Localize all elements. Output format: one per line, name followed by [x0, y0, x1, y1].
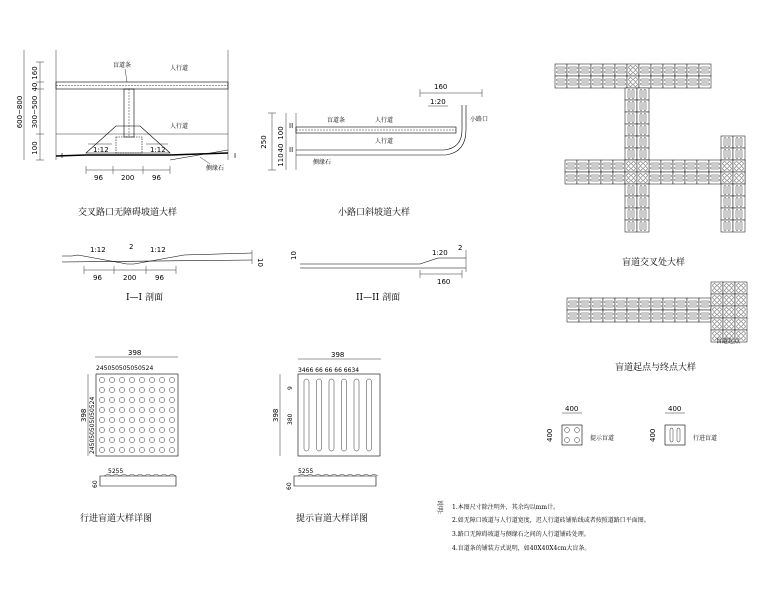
tile-cell: [625, 88, 637, 100]
tile-cell: [697, 160, 709, 172]
small-tile-width-2: 400: [668, 405, 682, 413]
tile-cell: [567, 64, 579, 76]
tile-dot: [129, 397, 134, 402]
tile-cell: [675, 64, 687, 76]
dim-bottom-96a: 96: [94, 174, 103, 182]
tile-dot: [99, 397, 104, 402]
tile-cell: [577, 172, 589, 184]
tile-cell: [699, 298, 711, 310]
crossing-detail: [555, 64, 745, 232]
tile-dot: [129, 407, 134, 412]
tile-dot: [169, 427, 174, 432]
tile-cell: [603, 76, 615, 88]
dim-110: 110: [277, 153, 285, 167]
tile-dot: [119, 387, 124, 392]
tile-dot: [119, 377, 124, 382]
tile-cell: [651, 64, 663, 76]
tile-dot: [159, 437, 164, 442]
tile-dot: [99, 387, 104, 392]
tile-cell: [685, 160, 697, 172]
tile-dot: [139, 447, 144, 452]
tile-walk-height: 398: [80, 408, 88, 422]
section-mark-left: I: [61, 152, 64, 160]
tile-cell: [733, 196, 745, 208]
tile-cell: [735, 318, 747, 330]
tile-cell: [709, 172, 721, 184]
dim-40: 40: [31, 82, 39, 92]
section-mark-right: I: [234, 152, 237, 160]
tile-cell: [579, 298, 591, 310]
tile-bar: [329, 379, 334, 451]
title-intersection: 交叉路口无障碍坡道大样: [78, 208, 178, 218]
tile-cell: [639, 64, 651, 76]
tile-cell: [591, 298, 603, 310]
tile-cell: [567, 76, 579, 88]
tile-cell: [711, 294, 723, 306]
tile-dot: [129, 417, 134, 422]
tile-cell: [637, 88, 649, 100]
notes: [436, 500, 650, 552]
tile-cell: [685, 172, 697, 184]
dim-40b: 40: [277, 143, 285, 153]
tile-cell: [639, 76, 651, 88]
tile-walk-width: 398: [128, 349, 142, 357]
tile-dot: [169, 447, 174, 452]
tile-dot: [159, 427, 164, 432]
title-start-end: 盲道起点与终点大样: [615, 363, 697, 373]
tile-cell: [615, 64, 627, 76]
tile-warn-width: 398: [331, 351, 345, 359]
tile-cell: [625, 124, 637, 136]
tile-bar: [354, 379, 359, 451]
tile-dot: [109, 437, 114, 442]
tile-dot: [99, 407, 104, 412]
tile-cell: [699, 76, 711, 88]
s1-slope-right: 1:12: [150, 246, 166, 254]
tile-walk-spacing: 245050505050524: [96, 365, 154, 372]
tile-cell: [579, 76, 591, 88]
tile-dot: [109, 397, 114, 402]
tile-cell: [649, 172, 661, 184]
tile-warn-height-top: 9: [287, 386, 294, 390]
tile-cell: [555, 64, 567, 76]
title-tile-walking: 行进盲道大样详图: [80, 514, 153, 524]
label-sidewalk-mid-2: 人行道: [375, 138, 394, 145]
tile-cell: [733, 172, 745, 184]
tile-cell: [579, 64, 591, 76]
s1-slope-left: 1:12: [90, 246, 106, 254]
tile-cell: [567, 310, 579, 322]
tile-dot: [129, 387, 134, 392]
tile-cell: [625, 112, 637, 124]
label-start-point: 盲道起点: [716, 338, 741, 345]
dim-250: 250: [260, 135, 268, 149]
tile-cell: [613, 172, 625, 184]
tile-dot: [159, 397, 164, 402]
tile-cell: [699, 64, 711, 76]
tile-cell: [733, 136, 745, 148]
tile-cell: [711, 306, 723, 318]
label-blind-road-2: 盲道条: [327, 117, 346, 124]
tile-cell: [565, 172, 577, 184]
small-tiles: [546, 405, 717, 445]
tile-cell: [577, 160, 589, 172]
tile-cell: [589, 160, 601, 172]
tile-cell: [735, 282, 747, 294]
tile-cell: [651, 76, 663, 88]
tile-bar: [304, 379, 309, 451]
tile-cell: [591, 310, 603, 322]
tile-dot: [129, 437, 134, 442]
intersection-ramp-plan: [16, 50, 236, 218]
tile-cell: [637, 124, 649, 136]
tile-cell: [663, 64, 675, 76]
tile-dot: [129, 377, 134, 382]
tile-dot: [139, 437, 144, 442]
tile-cell: [637, 172, 649, 184]
dim-100: 100: [31, 141, 39, 155]
tile-dot: [159, 407, 164, 412]
tile-cell: [697, 172, 709, 184]
tile-cell: [627, 64, 639, 76]
tile-cell: [615, 298, 627, 310]
tile-cell: [625, 100, 637, 112]
tile-cell: [663, 310, 675, 322]
tile-dot: [119, 447, 124, 452]
tile-dot: [119, 417, 124, 422]
label-sidewalk-mid: 人行道: [170, 123, 189, 130]
tile-cell: [663, 76, 675, 88]
label-sidewalk-top-2: 人行道: [375, 117, 394, 124]
tile-dot: [129, 447, 134, 452]
dim-bottom-96b: 96: [152, 174, 161, 182]
tile-cell: [687, 64, 699, 76]
tile-cell: [673, 172, 685, 184]
tile-dot: [159, 417, 164, 422]
tile-dot: [119, 427, 124, 432]
tile-cell: [721, 220, 733, 232]
tile-dot: [149, 397, 154, 402]
tile-bar: [367, 379, 372, 451]
tile-cell: [721, 160, 733, 172]
tile-dot: [99, 417, 104, 422]
s2-side: 10: [290, 251, 298, 260]
tile-cell: [579, 310, 591, 322]
tile-dot: [109, 377, 114, 382]
tile-cell: [649, 160, 661, 172]
section-1: [62, 243, 264, 303]
tile-dot: [169, 417, 174, 422]
label-warning-small: 提示盲道: [590, 435, 615, 442]
title-small-junction: 小路口斜坡道大样: [338, 208, 411, 218]
tile-cell: [687, 298, 699, 310]
slope-1-20: 1:20: [430, 98, 446, 106]
s2-depth: 2: [458, 244, 463, 252]
note-1: 1.本图尺寸除注明外，其余均以mm计。: [452, 504, 560, 511]
tile-dot: [159, 447, 164, 452]
tile-cell: [733, 184, 745, 196]
s1-side: 10: [256, 258, 264, 267]
tile-dot: [169, 397, 174, 402]
tile-dot: [99, 437, 104, 442]
tile-bar: [342, 379, 347, 451]
note-4: 4.盲道条的铺装方式说明，如40X40X4cm大盲条。: [452, 545, 591, 552]
tile-cell: [735, 294, 747, 306]
tile-cell: [687, 76, 699, 88]
tile-cell: [615, 76, 627, 88]
tile-dot: [169, 437, 174, 442]
tile-cell: [733, 208, 745, 220]
tile-cell: [723, 306, 735, 318]
tile-cell: [601, 172, 613, 184]
tile-dot: [99, 377, 104, 382]
s2-slope: 1:20: [432, 249, 448, 257]
tile-cell: [675, 76, 687, 88]
dim-300-500: 300~500: [31, 95, 39, 129]
tile-cell: [637, 184, 649, 196]
tile-cell: [733, 160, 745, 172]
tile-warn-spacing: 3466 66 66 66 6634: [298, 367, 360, 374]
tile-warn-profile-depth: 60: [286, 482, 293, 490]
tile-cell: [687, 310, 699, 322]
tile-cell: [603, 310, 615, 322]
tile-cell: [651, 310, 663, 322]
tile-warn-height-inner: 380: [287, 413, 294, 425]
tile-cell: [637, 160, 649, 172]
tile-walking-detail: [80, 349, 178, 524]
tile-dot: [109, 387, 114, 392]
tile-dot: [109, 447, 114, 452]
small-tile-height-1: 400: [546, 428, 554, 442]
tile-cell: [699, 310, 711, 322]
tile-cell: [625, 208, 637, 220]
tile-cell: [675, 310, 687, 322]
tile-dot: [119, 407, 124, 412]
tile-cell: [733, 220, 745, 232]
tile-warning-detail: [272, 351, 381, 524]
tile-dot: [119, 397, 124, 402]
tile-cell: [651, 298, 663, 310]
tile-bar: [317, 379, 322, 451]
tile-dot: [109, 427, 114, 432]
tile-cell: [721, 148, 733, 160]
tile-cell: [625, 172, 637, 184]
tile-cell: [637, 112, 649, 124]
tile-cell: [723, 294, 735, 306]
label-walking-small: 行进盲道: [693, 435, 718, 442]
tile-cell: [565, 160, 577, 172]
s1-dim-96a: 96: [93, 274, 102, 282]
tile-cell: [673, 160, 685, 172]
tile-dot: [129, 427, 134, 432]
dim-100b: 100: [277, 126, 285, 140]
tile-cell: [661, 160, 673, 172]
tile-cell: [639, 310, 651, 322]
tile-cell: [589, 172, 601, 184]
tile-cell: [625, 136, 637, 148]
notes-heading: 说明:: [436, 500, 443, 515]
tile-cell: [603, 64, 615, 76]
tile-dot: [169, 377, 174, 382]
tile-cell: [733, 148, 745, 160]
tile-dot: [139, 397, 144, 402]
tile-dot: [169, 407, 174, 412]
tile-cell: [639, 298, 651, 310]
tile-cell: [637, 208, 649, 220]
tile-dot: [139, 407, 144, 412]
tile-cell: [603, 298, 615, 310]
tile-cell: [711, 282, 723, 294]
section-2: [290, 244, 466, 303]
label-corner: 小路口: [470, 116, 489, 123]
dim-160: 160: [31, 66, 39, 80]
tile-cell: [637, 148, 649, 160]
tile-dot: [139, 387, 144, 392]
tile-cell: [721, 208, 733, 220]
tile-dot: [99, 427, 104, 432]
s1-depth: 2: [129, 243, 134, 251]
tile-cell: [627, 76, 639, 88]
tile-walk-profile-depth: 60: [92, 480, 99, 488]
tile-cell: [601, 160, 613, 172]
dim-total: 600~800: [16, 95, 24, 129]
tile-cell: [625, 184, 637, 196]
dim-top-160: 160: [434, 83, 448, 91]
tile-walk-height-spacing: 245050505050524: [89, 396, 96, 454]
tile-dot: [99, 447, 104, 452]
tile-walk-profile-dims: 5255: [108, 468, 124, 475]
tile-dot: [109, 417, 114, 422]
tile-warn-profile-dims: 5255: [298, 468, 314, 475]
tile-cell: [735, 306, 747, 318]
tile-cell: [567, 298, 579, 310]
tile-dot: [109, 407, 114, 412]
slope-left: 1:12: [93, 146, 109, 154]
section-mark-ii-bottom: II: [289, 146, 294, 154]
tile-cell: [637, 136, 649, 148]
tile-dot: [159, 387, 164, 392]
tile-cell: [625, 148, 637, 160]
tile-dot: [139, 417, 144, 422]
tile-dot: [149, 437, 154, 442]
tile-cell: [661, 172, 673, 184]
label-curb-2: 侧缘石: [313, 159, 332, 166]
tile-dot: [149, 417, 154, 422]
tile-cell: [627, 310, 639, 322]
tile-cell: [723, 282, 735, 294]
tile-dot: [149, 407, 154, 412]
tile-dot: [139, 427, 144, 432]
small-tile-height-2: 400: [649, 428, 657, 442]
note-3: 3.路口无障碍坡道与侧缘石之间的人行道铺砖处理。: [452, 531, 590, 538]
title-section-1: I—I 剖面: [126, 293, 163, 303]
tile-cell: [637, 100, 649, 112]
tile-cell: [709, 160, 721, 172]
label-sidewalk-top: 人行道: [170, 65, 189, 72]
tile-dot: [159, 377, 164, 382]
tile-dot: [139, 377, 144, 382]
dim-bottom-200: 200: [121, 174, 135, 182]
tile-cell: [721, 172, 733, 184]
tile-warn-height: 398: [272, 408, 280, 422]
title-crossing: 盲道交叉处大样: [622, 258, 686, 268]
tile-cell: [675, 298, 687, 310]
s1-dim-96b: 96: [155, 274, 164, 282]
slope-right: 1:12: [150, 146, 166, 154]
tile-cell: [723, 318, 735, 330]
tile-cell: [721, 196, 733, 208]
tile-cell: [591, 76, 603, 88]
tile-cell: [591, 64, 603, 76]
label-curb: 侧缘石: [206, 165, 225, 172]
tile-dot: [149, 427, 154, 432]
tile-cell: [625, 160, 637, 172]
tile-cell: [555, 76, 567, 88]
title-section-2: II—II 剖面: [356, 293, 401, 303]
s2-dim-160: 160: [437, 278, 451, 286]
section-mark-ii-top: II: [289, 122, 294, 130]
small-tile-width-1: 400: [565, 405, 579, 413]
note-2: 2.如无障口坡道与人行道宽度，迟人行道砖铺贴线或者按照道路口平面图。: [452, 517, 650, 524]
s1-dim-200: 200: [123, 274, 137, 282]
tile-cell: [625, 220, 637, 232]
tile-cell: [637, 196, 649, 208]
label-blind-road: 盲道条: [113, 62, 132, 69]
tile-dot: [149, 377, 154, 382]
tile-cell: [721, 184, 733, 196]
tile-cell: [625, 196, 637, 208]
tile-dot: [169, 387, 174, 392]
tile-dot: [149, 447, 154, 452]
tile-dot: [149, 387, 154, 392]
tile-cell: [637, 220, 649, 232]
tile-cell: [613, 160, 625, 172]
tile-cell: [721, 136, 733, 148]
tile-cell: [627, 298, 639, 310]
tile-dot: [119, 437, 124, 442]
tile-cell: [615, 310, 627, 322]
start-end-detail: [567, 282, 747, 342]
title-tile-warning: 提示盲道大样详图: [296, 514, 369, 524]
tile-cell: [663, 298, 675, 310]
tile-cell: [711, 318, 723, 330]
small-junction-plan: [260, 83, 488, 218]
